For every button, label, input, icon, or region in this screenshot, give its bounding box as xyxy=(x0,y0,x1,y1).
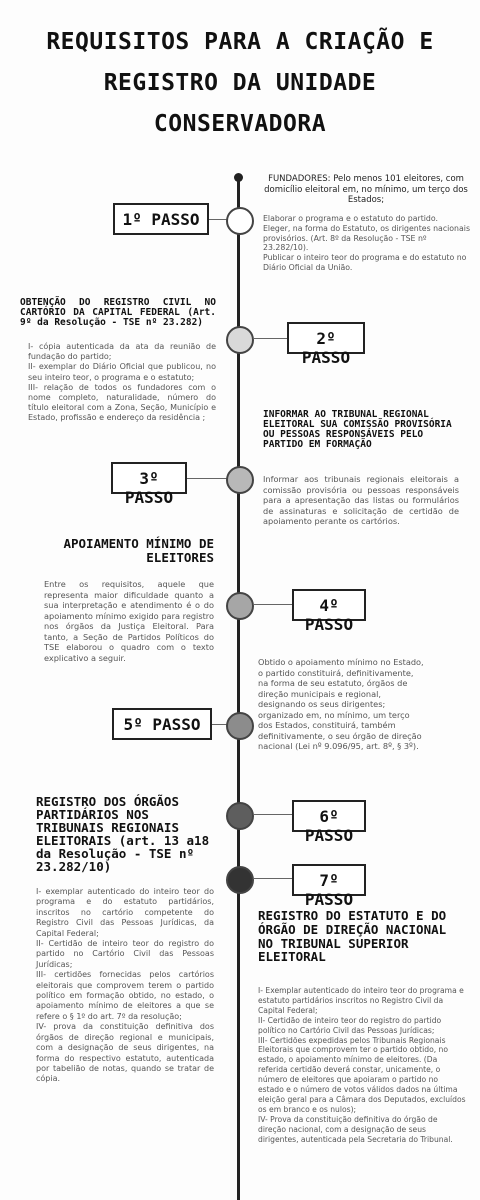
title-line-2: REGISTRO DA UNIDADE xyxy=(103,70,377,96)
step-2-badge: 2º PASSO xyxy=(287,322,365,354)
step-6-marker xyxy=(226,802,254,830)
step-6-heading: REGISTRO DOS ÓRGÃOS PARTIDÁRIOS NOS TRIBUNAIS REGIONAIS ELEITORAIS (art. 13 a18 da Resolução - TSE nº 23.282/10) xyxy=(36,794,210,874)
step-5-connector xyxy=(212,724,227,725)
step-3-heading: INFORMAR AO TRIBUNAL REGIONAL ELEITORAL SUA COMISSÃO PROVISÓRIA OU PESSOAS RESPONSÁVEIS PELO PARTIDO EM FORMAÇÃO xyxy=(263,409,452,450)
step-6-connector xyxy=(254,814,292,815)
page-title xyxy=(20,22,460,145)
step-6-badge: 6º PASSO xyxy=(292,800,366,832)
step-4-badge: 4º PASSO xyxy=(292,589,366,621)
step-7-badge: 7º PASSO xyxy=(292,864,366,896)
step-5-text: Obtido o apoiamento mínimo no Estado, o partido constituirá, definitivamente, na forma de seu estatuto, órgãos de direção municipais e regional, designando os seus dirigentes; organizado em, no mínimo, um terço dos Estados, constituirá, também definitivamente, o seu órgão de direção nacional (Lei nº 9.096/95, art. 8º, § 3º). xyxy=(258,657,424,751)
step-2-connector xyxy=(254,338,287,339)
step-2-marker xyxy=(226,326,254,354)
step-4-connector xyxy=(254,604,292,605)
step-3-badge: 3º PASSO xyxy=(111,462,187,494)
step-7-marker xyxy=(226,866,254,894)
step-6-text: I- exemplar autenticado do inteiro teor do programa e do estatuto partidários, inscritos no cartório competente do Registro Civil das Pessoas Jurídicas, da Capital Federal; II- Certidão de inteiro teor do registro do partido no Cartório Civil das Pessoas Jurídicas; III- certidões fornecidas pelos cartórios eleitorais que comprovem terem o partido político em formação obtido, no estado, o apoiamento mínimo de eleitores a que se refere o § 1º do art. 7º da resolução; IV- prova da constituição definitiva dos órgãos de direção regional e municipais, com a designação de seus dirigentes, na forma do respectivo estatuto, autenticada por tabelião de notas, quando se tratar de cópia. xyxy=(36,887,214,1084)
step-7-text: I- Exemplar autenticado do inteiro teor do programa e estatuto partidários inscritos no Registro Civil da Capital Federal; II- Certidão de inteiro teor do registro do partido político no Cartório Civil das Pessoas Jurídicas; III- Certidões expedidas pelos Tribunais Regionais Eleitorais que comprovem ter o partido obtido, no estado, o apoiamento mínimo de eleitores. (Da referida certidão deverá constar, unicamente, o número de eleitores que apoiaram o partido no estado e o número de votos válidos dados na última eleição geral para a Câmara dos Deputados, excluídos os em branco e os nulos); IV- Prova da constituição definitiva do órgão de direção nacional, com a designação de seus dirigentes, autenticada pela Secretaria do Tribunal. xyxy=(258,986,466,1144)
step-2-heading: OBTENÇÃO DO REGISTRO CIVIL NO CARTÓRIO DA CAPITAL FEDERAL (Art. 9º da Resolução - TSE nº 23.282) xyxy=(20,297,216,328)
step-4-heading: APOIAMENTO MÍNIMO DE ELEITORES xyxy=(63,536,214,565)
step-1-marker xyxy=(226,207,254,235)
step-3-text: Informar aos tribunais regionais eleitorais a comissão provisória ou pessoas responsáveis para a apresentação das listas ou formulários de assinaturas e solicitação de certidão de apoiamento perante os cartórios. xyxy=(263,474,459,526)
step-4-marker xyxy=(226,592,254,620)
step-1-heading: FUNDADORES: Pelo menos 101 eleitores, com domicílio eleitoral em, no mínimo, um terço dos Estados; xyxy=(264,174,468,205)
step-5-badge: 5º PASSO xyxy=(112,708,212,740)
step-1-badge: 1º PASSO xyxy=(113,203,209,235)
step-1-text: Elaborar o programa e o estatuto do partido. Eleger, na forma do Estatuto, os dirigentes nacionais provisórios. (Art. 8º da Resolução - TSE nº 23.282/10). Publicar o inteiro teor do programa e do estatuto no Diário Oficial da União. xyxy=(263,214,471,272)
step-5-marker xyxy=(226,712,254,740)
step-1-connector xyxy=(209,219,227,220)
step-3-connector xyxy=(187,478,227,479)
title-line-3: CONSERVADORA xyxy=(153,111,327,137)
title-line-1: REQUISITOS PARA A CRIAÇÃO E xyxy=(46,29,434,55)
step-7-heading: REGISTRO DO ESTATUTO E DO ÓRGÃO DE DIREÇÃO NACIONAL NO TRIBUNAL SUPERIOR ELEITORAL xyxy=(258,908,447,965)
step-4-text: Entre os requisitos, aquele que representa maior dificuldade quanto a sua interpretação e atendimento é o do apoiamento mínimo exigido para registro nos órgãos da Justiça Eleitoral. Para tanto, a Seção de Partidos Políticos do TSE elaborou o quadro com o texto explicativo a seguir. xyxy=(44,579,214,663)
step-3-marker xyxy=(226,466,254,494)
step-7-connector xyxy=(254,878,292,879)
step-2-text: I- cópia autenticada da ata da reunião de fundação do partido; II- exemplar do Diário Oficial que publicou, no seu inteiro teor, o programa e o estatuto; III- relação de todos os fundadores com o nome completo, naturalidade, número do título eleitoral com a Zona, Seção, Município e Estado, profissão e endereço da residência ; xyxy=(28,342,216,423)
